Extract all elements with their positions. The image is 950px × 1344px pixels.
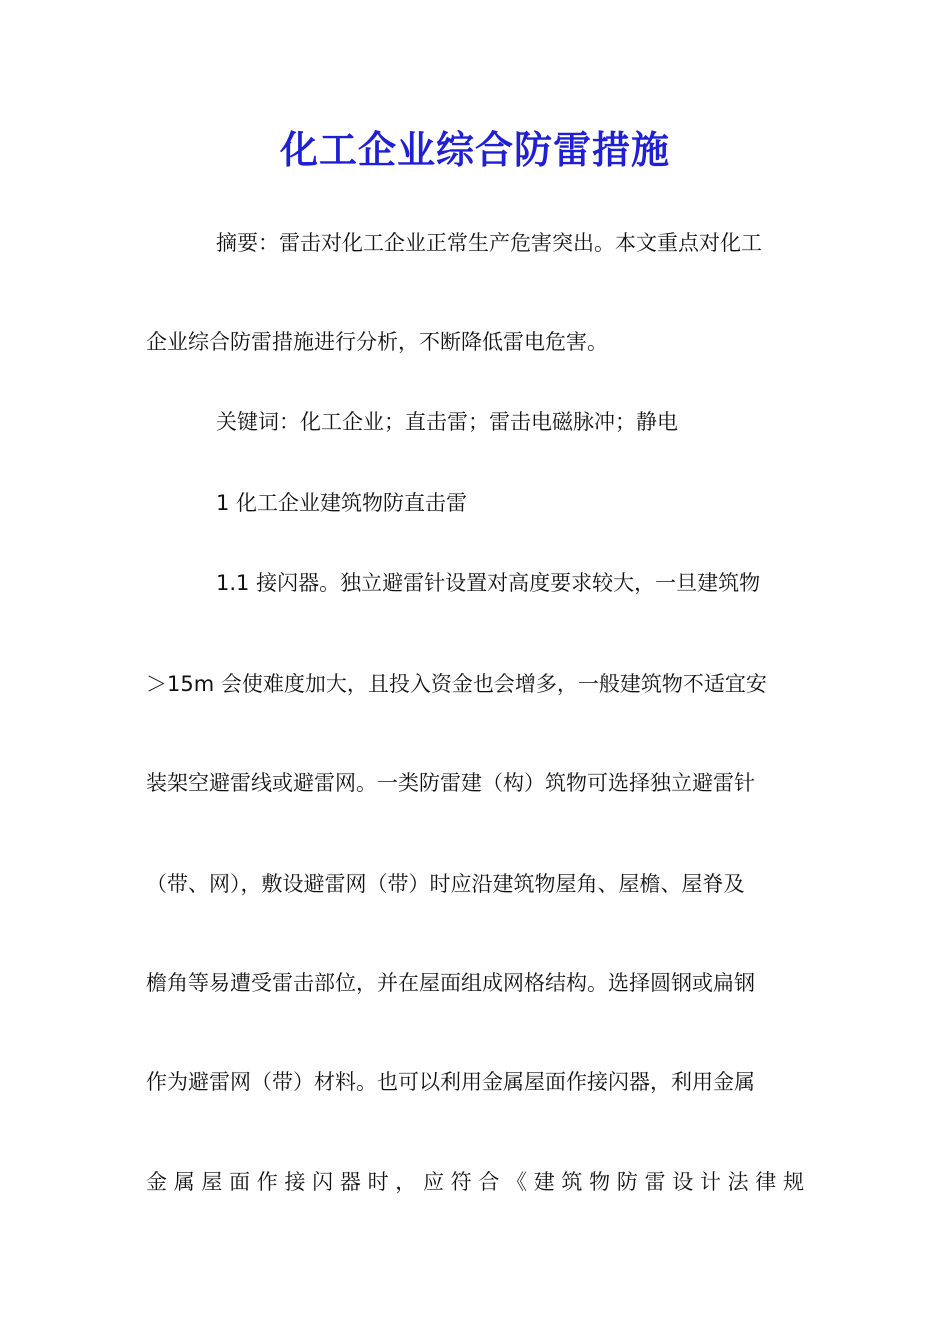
abstract-line-1: 摘要：雷击对化工企业正常生产危害突出。本文重点对化工 [216,231,762,255]
paragraph-line-4: （带、网），敷设避雷网（带）时应沿建筑物屋角、屋檐、屋脊及 [146,872,745,896]
paragraph-line-2: ＞15m 会使难度加大，且投入资金也会增多，一般建筑物不适宜安 [146,672,767,696]
paragraph-line-3: 装架空避雷线或避雷网。一类防雷建（构）筑物可选择独立避雷针 [146,771,755,795]
paragraph-line-6: 作为避雷网（带）材料。也可以利用金属屋面作接闪器，利用金属 [146,1070,755,1094]
paragraph-line-1: 1.1 接闪器。独立避雷针设置对高度要求较大，一旦建筑物 [216,571,761,595]
abstract-line-2: 企业综合防雷措施进行分析，不断降低雷电危害。 [146,330,608,354]
section-1-heading: 1 化工企业建筑物防直击雷 [216,491,468,515]
keywords-line: 关键词：化工企业；直击雷；雷击电磁脉冲；静电 [216,410,678,434]
paragraph-line-5: 檐角等易遭受雷击部位，并在屋面组成网格结构。选择圆钢或扁钢 [146,971,755,995]
document-title: 化工企业综合防雷措施 [279,127,670,172]
paragraph-line-7: 金属屋面作接闪器时，应符合《建筑物防雷设计法律规 [146,1170,804,1194]
